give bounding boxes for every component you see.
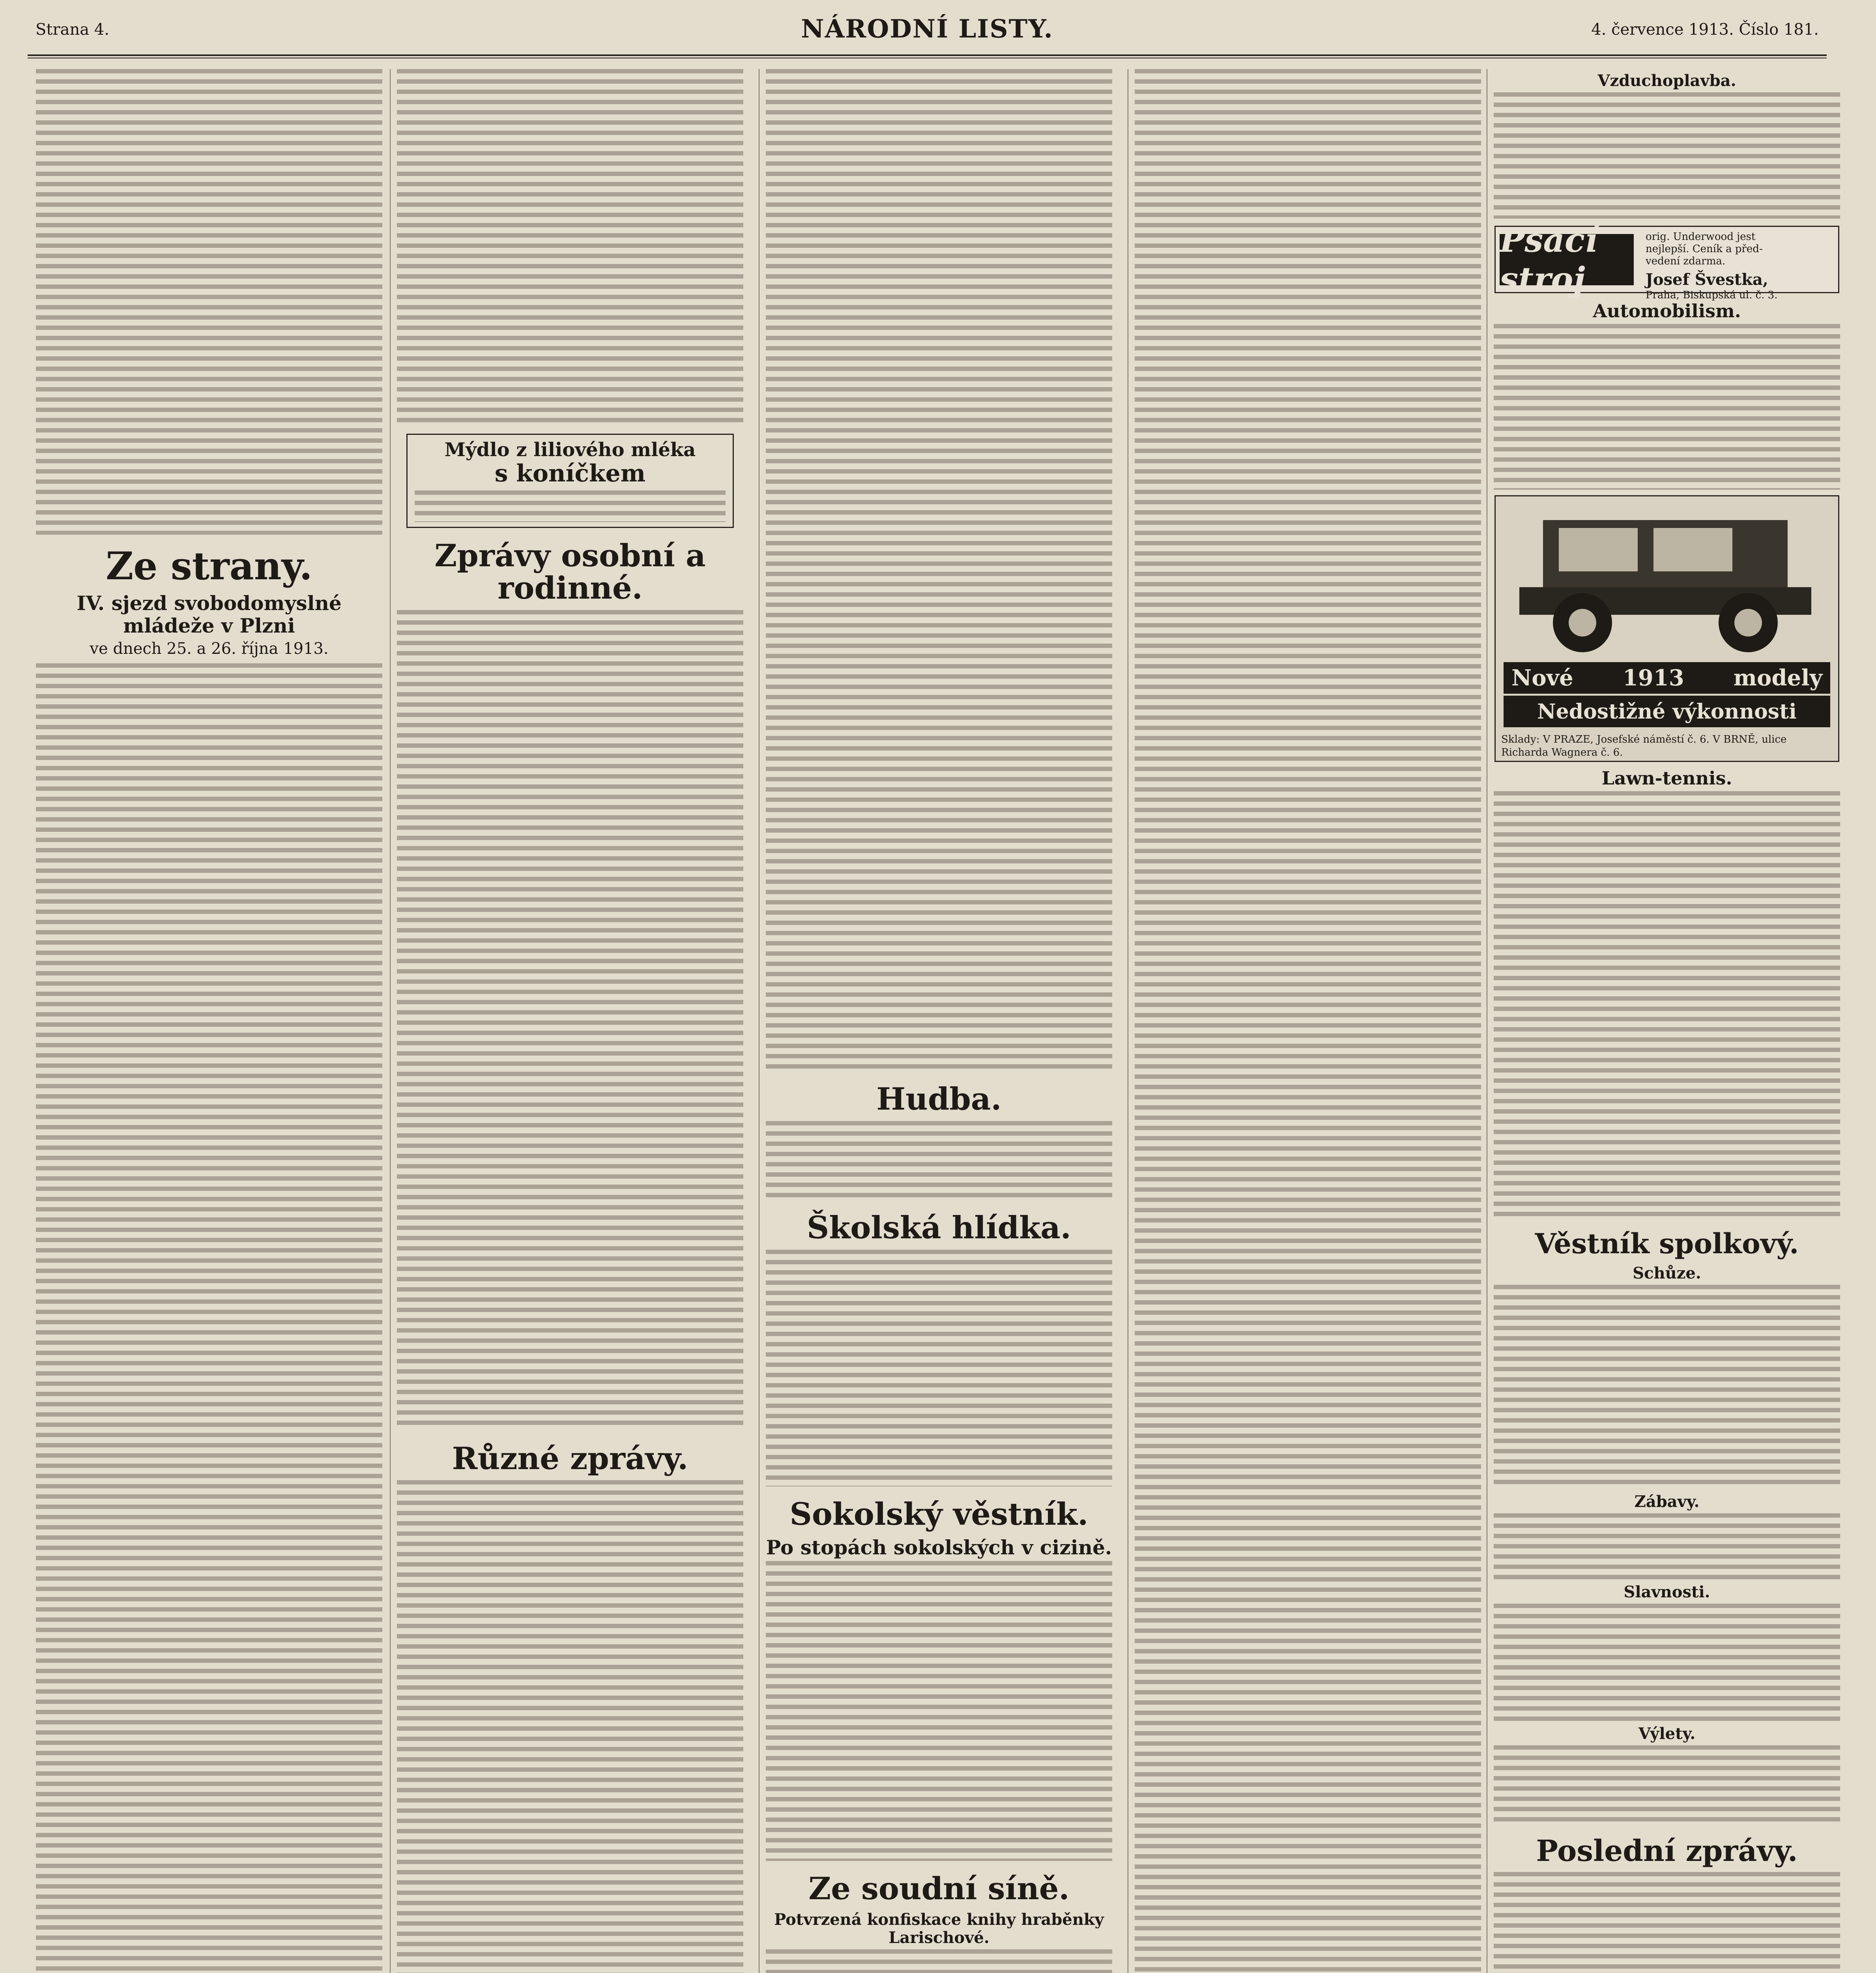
ad-banner: Nedostižné výkonnosti [1504,696,1830,727]
ad-text [415,490,726,522]
headline-ruzne-zpravy: Různé zprávy. [452,1440,688,1477]
headline-skolska-hlidka: Školská hlídka. [807,1209,1071,1246]
article-text [1494,1604,1840,1722]
ad-address: Praha, Biskupská ul. č. 3. [1646,289,1778,301]
article-text [397,69,743,424]
page-number: Strana 4. [36,21,109,39]
subheading: Schůze. [1633,1264,1701,1282]
ad-banner [1504,662,1830,694]
article-title: Potvrzená konfiskace knihy hraběnky Larischové. [774,1910,1104,1947]
ad-title: s koníčkem [494,459,646,487]
ad-banner-text: 1913 [1622,665,1684,691]
car-advertisement [1494,495,1839,762]
column-5 [1491,69,1842,1973]
article-date: ve dnech 25. a 26. října 1913. [90,639,329,658]
ad-text [1646,231,1834,301]
soap-advertisement [406,434,734,528]
page-header [28,7,1827,56]
ad-banner-text: Nové [1511,665,1573,691]
column-3 [763,69,1115,1973]
ad-headline: Psací stroj [1500,234,1634,285]
ad-banner-text: modely [1733,665,1822,691]
section-title-vzduchoplavba: Vzduchoplavba. [1597,71,1736,90]
masthead-title: NÁRODNÍ LISTY. [801,14,1053,44]
article-text [766,1949,1112,1973]
section-title-lawn-tennis: Lawn-tennis. [1601,767,1732,789]
article-text [766,1561,1112,1861]
article-text [36,69,382,535]
article-text [397,610,743,1431]
headline-hudba: Hudba. [876,1081,1002,1117]
article-text [1494,324,1840,490]
article-text [1494,1513,1840,1580]
article-text [766,69,1112,1071]
ad-brand: Josef Švestka, [1646,270,1768,289]
column-4 [1132,69,1483,1973]
article-text [1135,69,1481,1973]
headline-ze-soudni-sine: Ze soudní síně. [808,1871,1070,1907]
subheading: Výlety. [1638,1724,1696,1743]
headline-vestnik-spolkovy: Věstník spolkový. [1535,1227,1799,1260]
article-text [1494,1745,1840,1824]
car-illustration [1496,496,1839,662]
article-text [1494,1285,1840,1490]
article-text [397,1480,743,1973]
article-title: Po stopách sokolských v cizině. [766,1535,1112,1559]
ad-line: vedení zdarma. [1646,255,1726,268]
article-text [36,663,382,1973]
article-text [766,1250,1112,1486]
headline-ze-strany: Ze strany. [106,544,312,588]
ad-title: Mýdlo z liliového mléka [444,439,696,461]
column-2 [395,69,746,1973]
article-text [1494,1872,1840,1973]
article-text [766,1121,1112,1200]
column-1 [34,69,385,1973]
headline-zpravy-osobni: Zprávy osobní a rodinné. [434,537,706,606]
issue-date: 4. července 1913. Číslo 181. [1591,21,1819,39]
section-title-automobilism: Automobilism. [1593,300,1741,322]
headline-posledni-zpravy: Poslední zprávy. [1536,1834,1798,1868]
article-text [1494,791,1840,1217]
subheading: Slavnosti. [1623,1582,1710,1601]
subheading: Zábavy. [1634,1492,1700,1511]
article-title-sjezd: IV. sjezd svobodomyslné mládeže v Plzni [77,591,342,638]
ad-line: orig. Underwood jest [1646,231,1756,243]
ad-footer: Sklady: V PRAZE, Josefské náměstí č. 6. V BRNĚ, ulice Richarda Wagnera č. 6. [1501,734,1787,758]
headline-sokolsky-vestnik: Sokolský věstník. [789,1496,1089,1532]
column-divider [390,69,391,1973]
article-text [1494,92,1840,219]
typewriter-advertisement [1494,221,1839,301]
ad-line: nejlepší. Ceník a před- [1646,243,1763,255]
